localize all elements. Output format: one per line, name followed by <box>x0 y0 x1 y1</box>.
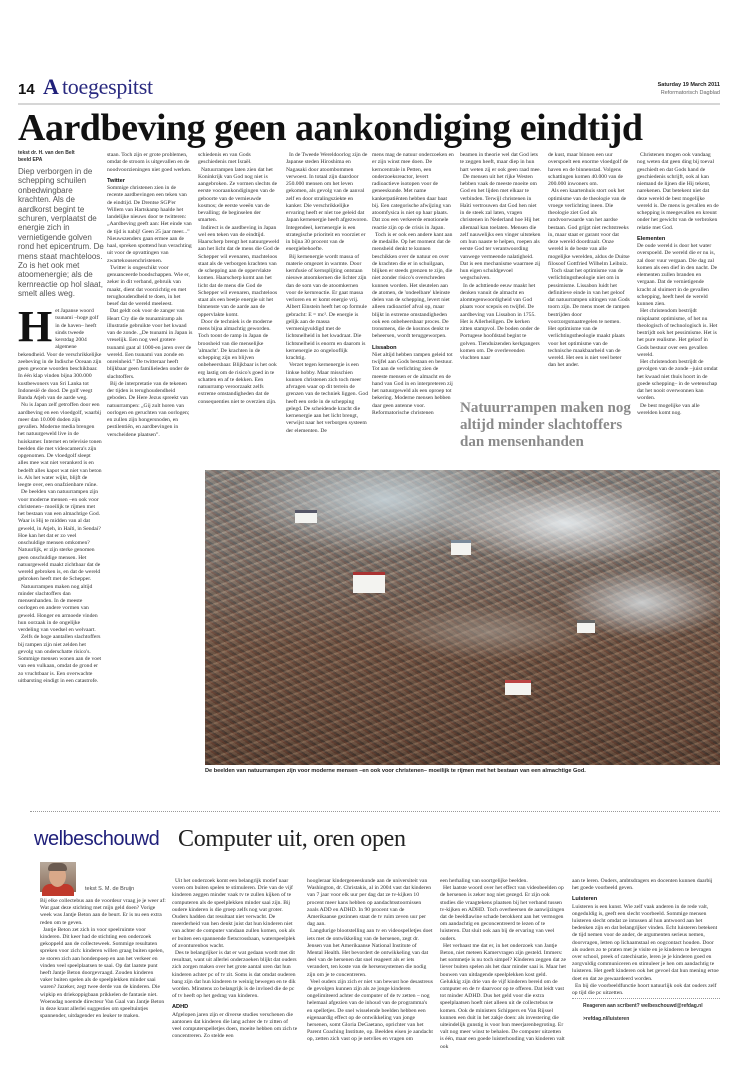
paragraph: Veel ouders zijn zich er niet van bewust hoe desastreus de gevolgen kunnen zijn als ze jonge kinderen ongelimiteerd achter de computer of de tv zetten – nog helemaal afgezien van de inhoud van de programma's en spelletjes. De snel wisselende beelden hebben een eigenaardig effect op de ontwikkeling van jonge hersenen, somt Gloria DeGaetano, oprichter van het Parent Coaching Institute, op. Beelden eisen je aandacht op, zetten zich vast op je netvlies en vragen om <box>307 978 433 1043</box>
paragraph: Dat geldt ook voor de zanger van Heart Cry die de tsunamiramp als illustratie gebruikte voor het kwaad van de zonde. „De tsunami in Japan is vreselijk. Een nog veel grotere tsunami gaat al 1000-en jaren over de wereld. Een tsunami van zonde en onreinheid.” De twitteraar heeft blijkbaar geen familieleden onder de slachtoffers. <box>107 308 193 380</box>
column-body-1 <box>172 878 298 1040</box>
paragraph: De beelden van natuurrampen zijn voor moderne mensen –en ook voor christenen– moeilijk te rijmen met het bestaan van een almachtige God. Waar is Hij te midden van al dat geweld, in Atjeh, in Haïti, in Sendai? Hoe kan het dat er zo veel onschuldige mensen omkomen? Natuurlijk, er zijn sterke genomen geen onschuldige mensen. Het natuurgeweld maakt zichtbaar dat de wereld gebroken is, en dat de wereld gebroken heeft met de Schepper. <box>18 489 101 583</box>
paragraph: In de Tweede Wereldoorlog zijn de Japanse steden Hiroshima en Nagasaki door atoombommen verwoest. In totaal zijn daardoor 250.000 mensen om het leven gekomen, als gevolg van de aanval zelf en door stralingsziekte en kanker. Die verschrikkelijke ervaring heeft er niet toe geleid dat Japan kernenergie heeft afgezworen. Integendeel, kernenergie is een strategische prioriteit en voorziet er in bijna 30 procent van de energiebehoefte. <box>286 152 368 253</box>
article-column-8 <box>637 152 719 460</box>
paragraph: Uit het onderzoek komt een belangrijk motief naar voren om buiten spelen te stimuleren. Drie van de vijf kinderen zeggen minder vaak tv te zullen kijken of te computeren als de speelplekken minder saai zijn. Bij oudere kinderen is die groep zelfs nog wat groter. Ouders hadden dat resultaat niet verwacht. De meerderheid van hen denkt juist dat hun kinderen niet van achter de computer vandaan zullen komen, ook als er buiten een spannende fietscrossbaan, waterspeelplek of avonturenbos wacht. <box>172 878 296 949</box>
newspaper-name: Reformatorisch Dagblad <box>660 90 720 96</box>
paragraph: Indirect is de aardbeving in Japan wel een teken van de eindtijd. Haarscherp brengt het natuurgeweld aan het licht dat de mens die God de Schepper wil evenaren, machteloos staat als de verborgen krachten van de schepping aan de oppervlakte komen. Haarscherp komt aan het licht dat de mens die God de Schepper wil evenaren, machteloos staat als een beetje energie uit het binnenste van de aarde aan de oppervlakte komt. <box>198 224 280 318</box>
paragraph: Het Japanse woord tsunami –hoge golf in de haven– heeft sinds tweede kerstdag 2004 algemene bekendheid. Voor de verschrikkelijke zeebeving in de Indische Oceaan zijn geen gewone woorden beschikbaar. In één klap vinden bijna 300.000 kustbewoners van Sri Lanka tot Indonesië de dood. De golf veegt Banda Atjeh van de aarde weg. <box>18 302 102 401</box>
paragraph: Afgelopen jaren zijn er diverse studies verschenen die aantonen dat kinderen die lang achter de tv zitten of veel computerspelletjes doen, moeite hebben om zich te concentreren. Zo stelde een <box>172 1011 298 1040</box>
article-headline: Aardbeving geen aankondiging eindtijd <box>18 107 643 149</box>
photo-house <box>577 620 595 633</box>
paragraph: aan te leren. Ouders, ambtsdragers en docenten kunnen daarbij het goede voorbeeld geven. <box>572 878 713 892</box>
paragraph: staan. Toch zijn er grote problemen, omdat de stroom is uitgevallen en de noodvoorzieningen niet goed werken. <box>107 152 192 173</box>
issue-date: Saturday 19 March 2011 <box>657 82 720 88</box>
drop-cap: H <box>18 302 53 351</box>
paragraph: Bij de interpretatie van de tekenen der tijden is terughoudendheid geboden. De Here Jezus spreekt van natuurrampen: „Gij zult horen van oorlogen en geruchten van oorlogen; en zullen zijn hongersnoden, en pestilentiën, en aardbevingen in verscheidene plaatsen”. <box>107 380 190 438</box>
paragraph: Door de techniek is de moderne mens bijna almachtig geworden. Toch toont de ramp in Japan de broosheid van die menselijke 'almacht'. De krachten in de schepping zijn en blijven onbeheersbaar. Blijkbaar is het ook erg lastig om de risico's goed in te schatten en af te dekken. Een natuurramp veroorzaakt zelfs extreme omstandigheden dat de consequenties niet te overzien zijn. <box>198 318 277 405</box>
paragraph: Toch slaat het optimisme van de verlichtingstheologie niet om in pessimisme. Lissabon luidt het definitieve einde in van het geloof dat natuurrampen uitingen van Gods toorn zijn. De mens moet de rampen bestrijden door voorzorgsmaatregelen te nemen. Het optimisme van de verlichtingstheologie maakt plaats voor het optimisme van de technische maakbaarheid van de wereld. Het een is niet veel beter dan het ander. <box>548 268 630 369</box>
column-body-2 <box>307 878 433 1043</box>
column-author: tekst S. M. de Bruijn <box>85 886 135 892</box>
byline-photo-credit: beeld EPA <box>18 157 43 163</box>
web-link[interactable]: >refdag.nl/luisteren <box>583 1016 630 1022</box>
paragraph: Toch is er ook een andere kant aan de medaille. Op het moment dat de mensheid denkt te kunnen beschikken over de natuur en over de krachten die er in schuilgaan, blijken er steeds grenzen te zijn, die niet zonder risico's overschreden kunnen worden. Het sleutelen aan de atomen, de 'ondeelbare' kleinste delen van de schepping, levert niet alleen radioactief afval op, maar blijkt in extreme omstandigheden ook een onbeheersbaar proces. De tronsmens, die de kosmos denkt te beheersen, wordt teruggeworpen. <box>372 231 453 340</box>
column-body-4 <box>572 878 720 996</box>
paragraph: Twitter is ongeschikt voor genuanceerde boodschappen. Wie er, zeker in dit verband, gebruik van maakt, dient dat voorzichtig en met terughoudendheid te doen, in het besef dat de wereld meeleest. <box>107 264 190 307</box>
author-portrait <box>40 862 76 892</box>
paragraph: Langdurige blootstelling aan tv en videospelletjes doet iets met de ontwikkeling van de hersenen, zegt dr. Jensen van het Amerikaanse National Institute of Mental Health. Het bevordert de ontwikkeling van dat deel van de hersenen dat snel reageert als er iets verandert, ten koste van de hersensystemen die nodig zijn om je te concentreren. <box>307 928 433 978</box>
photo-house <box>505 680 531 695</box>
section-divider <box>30 811 720 812</box>
column-label: welbeschouwd <box>34 828 160 850</box>
paragraph: De best mogelijke van alle werelden komt nog. <box>637 402 700 416</box>
column-title: Computer uit, oren open <box>178 826 406 852</box>
paragraph: Bij elke collectebus aan de voordeur vraag je je weer af: Wat gaat deze stichting met mijn geld doen? Vorige week was Jantje Beton aan de beurt. Er is nu een extra reden om te geven. <box>40 898 166 926</box>
paragraph: Natuurrampen laten zien dat het Koninkrijk van God nog niet is aangebroken. Ze vormen slechts de eerste vooraankondigingen van de geboorte van de vernieuwde kosmos; de eerste weeën van de bevalling; de beginselen der smarten. <box>198 166 278 224</box>
paragraph: de kust, maar binnen een uur overspoelt een enorme vloedgolf de haven en de binnenstad. Volgens schattingen komen 40.000 van de 200.000 inwoners om. <box>548 152 629 187</box>
subheading: ADHD <box>172 1004 189 1011</box>
tsunami-photo <box>205 470 720 765</box>
paragraph: En bij die voorbeeldfunctie hoort natuurlijk ook dat ouders zelf op tijd die pc uitzetten. <box>572 982 717 997</box>
article-column-6 <box>460 152 542 392</box>
paragraph: De oude wereld is door het water overspoeld. De wereld die er nu is, zal door vuur vergaan. Die dag zal komen als een dief in den nacht. De elementen zullen branden en vergaan. Dat de vernietigende kracht al sluimert in de gevallen schepping, heeft heel de wereld kunnen zien. <box>637 243 718 307</box>
subheading: Elementen <box>637 235 666 242</box>
paragraph: Niet altijd hebben rampen geleid tot twijfel aan Gods bestaan en bestuur. Tot aan de verlichting zien de meeste mensen er de almacht en de hand van God in en interpreteren zij het natuurgeweld als een oproep tot bekering. Moderne mensen hebben daar geen antenne voor. Reformatorische christenen <box>372 351 453 416</box>
paragraph: beamen in theorie wel dat God iets te zeggen heeft, maar diep in hun hart weten zij er ook geen raad mee. <box>460 152 542 173</box>
paragraph: De mensen uit het rijke Westen hebben vaak de meeste moeite om God en het lijden met elkaar te verbinden. Terwijl christenen in Haïti vertrouwen dat God hen niet in de steek zal laten, vragen christenen in Nederland hoe Hij het allemaal kan toelaten. Mensen die zelf nauwelijks een vinger uitsteken om hun naaste te helpen, roepen als eerste God ter verantwoording vanwege vermeende nalatigheid. Dat is een mechanisme waarmee zij hun eigen schuldgevoel wegschuiven. <box>460 173 541 282</box>
header-rule <box>18 103 720 105</box>
paragraph: Als een kaartenhuis stort ook het optimisme van de theologie van de vroege verlichting ineen. Die theologie ziet God als randvoorwaarde van het aardse bestaan. God grijpt niet rechtstreeks in, maar staat er garant voor dat deze wereld doordraait. Onze wereld is de beste van alle mogelijke werelden, aldus de Duitse filosoof Gottfried Wilhelm Leibniz. <box>548 188 630 267</box>
article-column-3 <box>198 152 280 462</box>
paragraph: Nu is Japan zelf getroffen door een aardbeving en een vloedgolf, waarbij meer dan 10.000 doden zijn gevallen. Moderne media brengen het natuurgeweld live in de huiskamer. Internet en televisie tonen beelden die met videocamera's zijn opgenomen. De vloedgolf sleept alles mee wat niet verankerd is en bedelft alles kapot wat niet van beton is. Als het water wijkt, blijft de leegte over, een onafzienbare ruïne. <box>18 402 102 488</box>
paragraph: een herhaling van soortgelijke beelden. <box>440 878 528 884</box>
photo-house <box>353 572 385 593</box>
article-column-7 <box>548 152 630 392</box>
paragraph: Des te belangrijker is dat er wat gedaan wordt met dit resultaat, want uit allerlei onderzoeken blijkt dat ouders zich zorgen maken over het grote aantal uren dat hun kinderen achter pc of tv zit. Soms is dat omdat ouderen bang zijn dat hun kinderen te weinig bewegen en te dik worden. Minstens zo belangrijk is de invloed die de pc of tv heeft op het gedrag van kinderen. <box>172 950 297 1000</box>
subheading: Luisteren <box>572 896 598 903</box>
subheading: Lissabon <box>372 344 397 351</box>
newspaper-logo: A <box>43 74 59 99</box>
section-title: toegespitst <box>62 74 153 99</box>
response-divider <box>572 998 720 999</box>
paragraph: Verzet tegen kernenergie is een linkse hobby. Maar misschien kunnen christenen zich toch meer afvragen waar op dit terrein de grenzen van de techniek liggen. God heeft een orde in de schepping gelegd. De scheidende kracht die kernenergie aan het licht brengt, verwijst naar het verborgen systeem der elementen. De <box>286 362 369 434</box>
photo-caption: De beelden van natuurrampen zijn voor moderne mensen –en ook voor christenen– moeilijk te rijmen met het bestaan van een almachtige God. <box>205 768 586 774</box>
byline-author: tekst dr. H. van den Belt <box>18 150 75 156</box>
paragraph: schiedenis en van Gods geschiedenis met Israël. <box>198 152 252 166</box>
photo-house <box>295 510 317 523</box>
paragraph: In de achttiende eeuw maakt het denken vanuit de almacht en alomtegenwoordigheid van God plaats voor scepsis en twijfel. De aardbeving van Lissabon in 1755. Het is Allerheiligen. De kerken zitten stampvol. De boden onder de Portugese hoofdstad begint te golven. Tienduizenden kerkgangers komen om. De overlevenden vluchten naar <box>460 282 540 361</box>
article-column-1 <box>18 302 102 792</box>
paragraph: Zelfs de hoge aantallen slachtoffers bij rampen zijn niet zelden het gevolg van onderschatte risico's. Sommige mensen wonen aan de voet van een vulkaan, omdat de grond er zo vruchtbaar is. Een overwachte uitbarsting eindigt in een catastrofe. <box>18 634 102 684</box>
paragraph: mens mag de natuur onderzoeken en er zijn winst mee doen. De kerncentrale in Petten, een onderzoeksreactor, levert radioactieve isotopen voor de geneeskunde. Met name kankerpatiënten hebben daar baat bij. Een categorische afwijzing van atoomfysica is niet op haar plaats. Dat zou een verkeerde emotionele reactie zijn op de crisis in Japan. <box>372 152 454 231</box>
paragraph: Christenen mogen ook vandaag nog weten dat geen ding bij toeval geschiedt en dat Gods hand de geschiedenis schrijft, ook al kan niemand de lijnen die Hij tekent, narekenen. Dat betekent niet dat deze wereld de best mogelijke wereld is. De mens is gevallen en de schepping is meegevallen en kreunt onder het gewicht van de verbroken relatie met God. <box>637 152 719 231</box>
paragraph: Het verbaast me dat er, in het onderzoek van Jantje Beton, niet meteen Kamervragen zijn gesteld. Immers: het sommetje is nu toch simpel? Kinderen zeggen dat ze liever buiten spelen als het daar minder saai is. Maar het bouwen van uitdagende speelplekken kost geld. Gelukkig zijn drie van de vijf kinderen bereid om de computer en de tv daarvoor op te offeren. Dat leidt vast tot minder ADHD. Dus het geld voor die extra speelplaatsen hoeft niet alleen uit de collectebus te komen. Ook de ministers Schippers en Van Rijssel kunnen een duit in het zakje doen: als investering die uiteindelijk gunstig is voor hun meerjarenbegroting. Er valt nog meer winst te behalen. De computer uitzetten is één, maar een goede luisterhouding van kinderen valt ook <box>440 942 566 1050</box>
paragraph: Bij kernenergie wordt massa of materie omgezet in warmte. Door kernfusie of kernsplijting ontstaan nieuwe atoomkernen die lichter zijn dan de som van de atoomkernen voor de kernreactie. Er gaat massa verloren en er komt energie vrij. Albert Einstein heeft het op formule gebracht: E = mc². De energie is gelijk aan de massa vermenigvuldigd met de lichtsnelheid in het kwadraat. Die lichtsnelheid is enorm en daarom is kernenergie zo ongelooflijk krachtig. <box>286 253 367 361</box>
subheading: Twitter <box>107 177 125 184</box>
column-lead <box>40 898 167 1023</box>
paragraph: hoogleraar kindergeneeskunde aan de universiteit van Washington, dr. Christakis, al in 2004 vast dat kinderen van 7 jaar voor elk uur per dag dat ze tv-kijken 10 procent meer kans hebben op aandachtsstoornissen zoals ADD en ADHD. In 90 procent van de Amerikaanse gezinnen staat de tv ruim zeven uur per dag aan. <box>307 878 431 928</box>
paragraph: Het laatste woord over het effect van videobeelden op de hersenen is zeker nog niet gezegd. Er zijn ook studies die vraagtekens plaatsen bij het verband tussen tv-kijken en ADHD. Toch overheersen de aanwijzingen dat de beeldlawine schade berokkent aan het vermogen om aandachtig en geconcentreerd te lezen of te luisteren. Dat sluit ook aan bij de ervaring van veel ouders. <box>440 885 565 942</box>
page-number: 14 <box>18 81 35 98</box>
article-intro: Diep verborgen in de schepping schuilen onbedwingbare krachten. Als de aardkorst begint te schuren, verplaatst de energie zich in vernietigende golven rond het epicentrum. De mens staat machteloos. Zo is het ook met atoomenergie; als de kernreactie op hol slaat, smelt alles weg. <box>18 167 104 299</box>
paragraph: Luisteren is een kunst. Wie zelf vaak anderen in de rede valt, ongeduldig is, geeft een slecht voorbeeld. Sommige mensen luisteren slecht omdat ze intussen al hun antwoord aan het bedenken zijn en dat belangrijker vinden. Echt luisteren betekent de tijd nemen voor de ander, de argumenten serieus nemen, doorvragen, letten op lichaamstaal en oogcontact houden. Door als ouders zo te praten met je visite en je kinderen te bevragen over school, preek of catechisatie, leren je je kinderen goed en zorgvuldig communiceren en stimuleer je hen om aandachtig te luisteren. Het geeft kinderen ook het gevoel dat hun mening ertoe doet en dat ze gewaardeerd worden. <box>572 903 719 982</box>
pull-quote: Natuurrampen maken nog altijd minder slachtoffers dan mensenhanden <box>460 400 631 450</box>
article-column-5 <box>372 152 454 462</box>
paragraph: Sommige christenen zien in de recente aardbevingen een teken van de eindtijd. De Drentse SGP'er Willem van Hartskamp haalde het landelijke nieuws door te twitteren: „Aardbeving geeft aan: Het einde van de tijd is nabij! Geen 25 jaar meer...” Nieuwszenders gaan ermee aan de haal, spreken spottend hun verachting uit voor de opvattingen van zwartekousenchristenen. <box>107 185 192 264</box>
paragraph: Jantje Beton zet zich in voor speelruimte voor kinderen. Dit keer had de stichting een onderzoek gekoppeld aan de collecteweek. Sommige resultaten spreken voor zich: kinderen willen graag buiten spelen, ze storen zich aan hondenpoep en aan het verkeer en vinden veel speelplaatsen te saai. Op dat laatste punt heeft Jantje Beton doorgevraagd. Zouden kinderen vaker buiten spelen als de speelplekken minder saai waren? Jazeker, zegt twee derde van de kinderen. Die wipkip en driekoppigbaan prikkelen de fantasie niet. Woensdag noemde directeur Van Gaal van Jantje Beton in deze krant allerlei suggesties om speeltuintjes spannender, uitdagender en leuker te maken. <box>40 926 165 1020</box>
paragraph: Het christendom bestrijdt de gevolgen van de zonde –juist omdat het kwaad niet thuis hoort in de goede schepping– in de wetenschap dat het nooit overwonnen kan worden. <box>637 359 718 402</box>
article-column-2 <box>107 152 193 792</box>
photo-house <box>451 540 471 555</box>
response-email[interactable]: Reageren aan scribent? welbeschouwd@refdag.nl <box>583 1003 703 1009</box>
article-column-4 <box>286 152 368 462</box>
article-byline <box>18 150 102 164</box>
paragraph: Natuurrampen maken nog altijd minder slachtoffers dan mensenhanden. In de meeste oorlogen en andere vormen van geweld. Honger en armoede vinden hun oorzaak in de ongelijke verdeling van voedsel en welvaart. <box>18 583 98 633</box>
paragraph: Het christendom bestrijdt misplaatst optimisme, of het nu theologisch of technologisch is. Het bestrijdt ook het pessimisme. Het is het pure realisme. Het geloof in Gods bestuur over een gevallen wereld. <box>637 308 718 358</box>
column-body-3 <box>440 878 566 1050</box>
